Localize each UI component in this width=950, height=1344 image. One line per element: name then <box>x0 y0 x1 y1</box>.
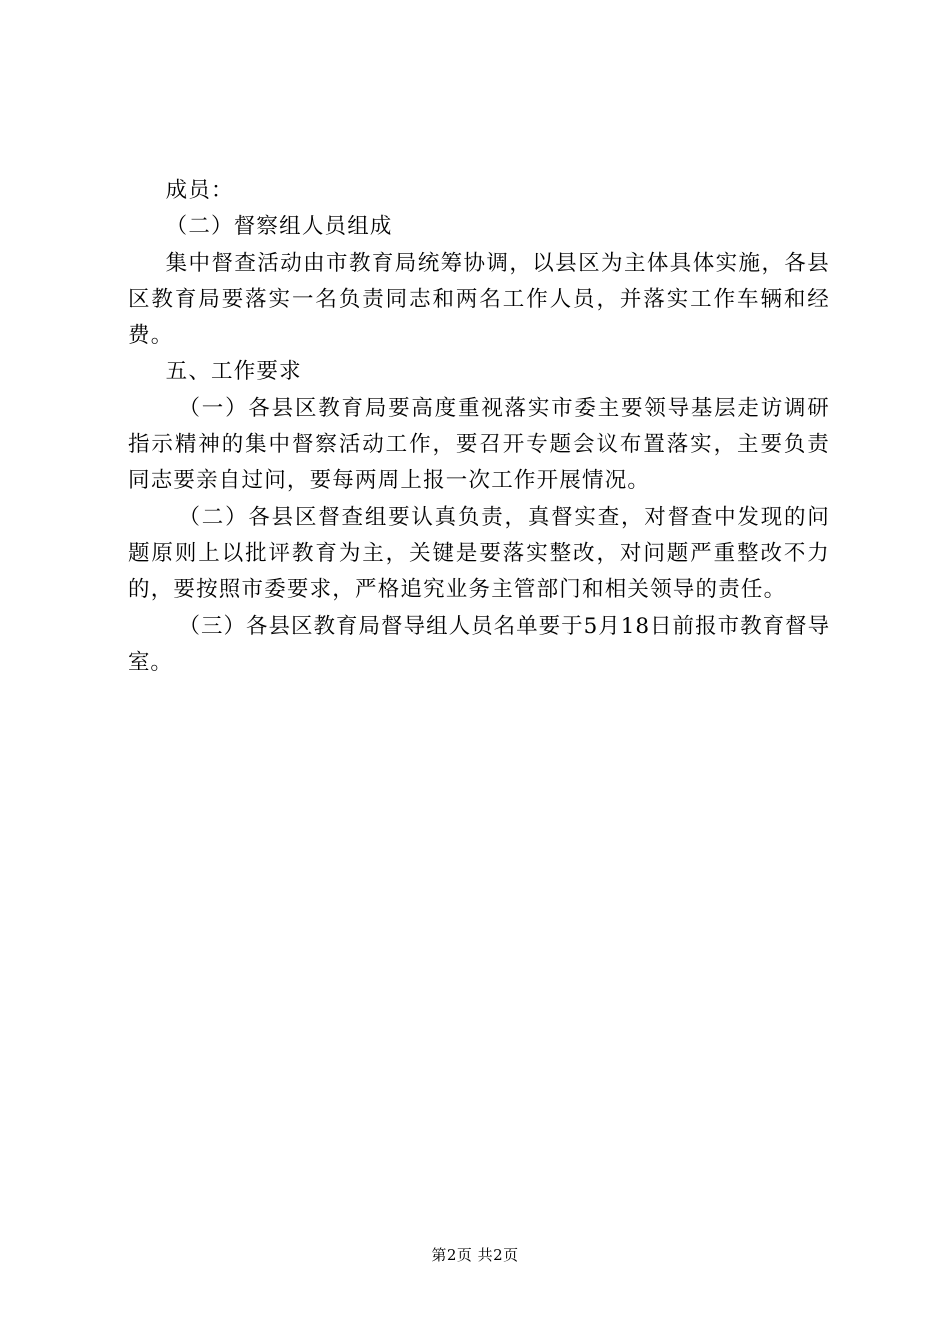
paragraph-requirement-two: （二）各县区督查组要认真负责，真督实查，对督查中发现的问题原则上以批评教育为主，关键是要落实整改，对问题严重整改不力的，要按照市委要求，严格追究业务主管部门和相关领导的责任。 <box>128 504 830 603</box>
page-number-footer: 第2页 共2页 <box>431 1246 519 1264</box>
paragraph-requirement-one: （一）各县区教育局要高度重视落实市委主要领导基层走访调研指示精神的集中督察活动工作，要召开专题会议布置落实，主要负责同志要亲自过问，要每两周上报一次工作开展情况。 <box>128 395 830 494</box>
paragraph-members: 成员： <box>165 178 234 203</box>
paragraph-requirement-three: （三）各县区教育局督导组人员名单要于5月18日前报市教育督导室。 <box>128 613 830 675</box>
paragraph-centralized-inspection: 集中督查活动由市教育局统筹协调，以县区为主体具体实施，各县区教育局要落实一名负责同志和两名工作人员，并落实工作车辆和经费。 <box>128 250 830 349</box>
heading-work-requirements: 五、工作要求 <box>165 359 302 385</box>
document-body <box>128 173 830 681</box>
heading-inspection-team-composition: （二）督察组人员组成 <box>165 214 393 240</box>
